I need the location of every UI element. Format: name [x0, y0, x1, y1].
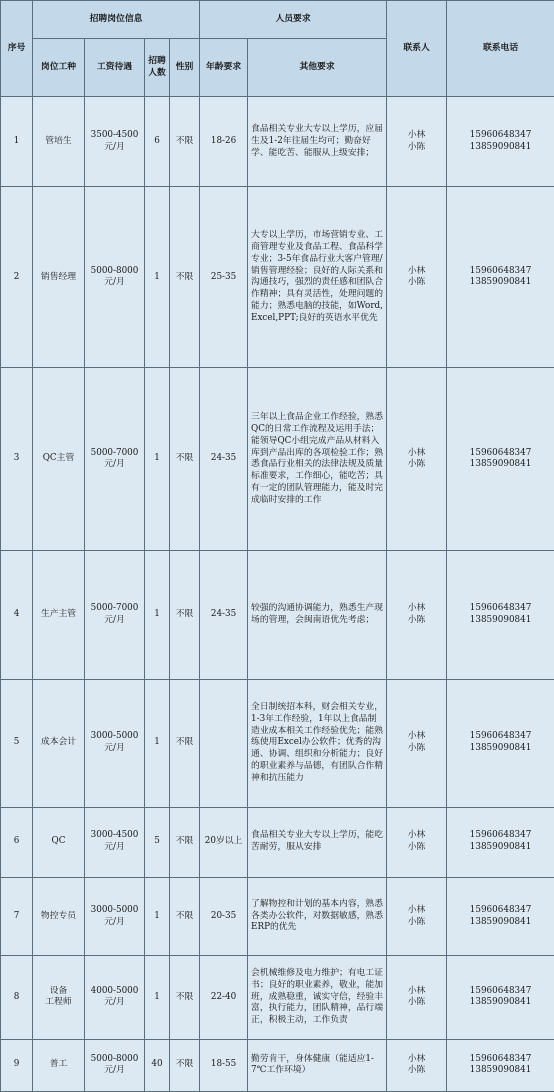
- headcount-cell: 1: [145, 551, 170, 680]
- salary-cell: [85, 187, 145, 368]
- gender-cell: 不限: [170, 1039, 200, 1091]
- contact-name: 小陈: [407, 997, 426, 1008]
- phone-number: 15960648347: [469, 731, 532, 742]
- phone-cell: [447, 187, 554, 368]
- contact-name: 小陈: [407, 141, 426, 152]
- table-row: [1, 807, 554, 877]
- contact-cell: [387, 807, 447, 877]
- age-cell: 24-35: [200, 368, 248, 551]
- position-line: QC主管: [42, 453, 75, 464]
- requirements-cell: 会机械维修及电力维护；有电工证书；良好的职业素养，敬业，能加班，成熟稳重，诚实守信，经验丰富，执行能力，团队精神，品行端正，积极主动，工作负责: [248, 956, 387, 1039]
- contact-name: 小林: [407, 731, 426, 742]
- header-group-position: 招聘岗位信息: [33, 1, 200, 39]
- phone-number: 13859090841: [469, 615, 532, 626]
- gender-cell: 不限: [170, 956, 200, 1039]
- position-line: 工程师: [45, 997, 72, 1008]
- headcount-cell: 6: [145, 97, 170, 187]
- table-row: [1, 97, 554, 187]
- position-cell: [33, 877, 85, 955]
- phone-number: 15960648347: [469, 129, 532, 140]
- salary-cell: [85, 877, 145, 955]
- salary-line: 5000-8000: [90, 265, 139, 276]
- salary-line: 元/月: [104, 459, 125, 470]
- gender-cell: 不限: [170, 368, 200, 551]
- salary-line: 元/月: [104, 141, 125, 152]
- seq-cell: 4: [1, 551, 33, 680]
- contact-cell: [387, 877, 447, 955]
- phone-number: 15960648347: [469, 830, 532, 841]
- salary-cell: [85, 97, 145, 187]
- phone-cell: [447, 956, 554, 1039]
- contact-name: 小陈: [407, 615, 426, 626]
- headcount-cell: 5: [145, 807, 170, 877]
- phone-cell: [447, 807, 554, 877]
- salary-line: 4000-5000: [90, 985, 139, 996]
- contact-name: 小陈: [407, 1065, 426, 1076]
- position-cell: [33, 1039, 85, 1091]
- salary-cell: [85, 956, 145, 1039]
- header-gender: 性别: [170, 39, 200, 97]
- salary-line: 3000-5000: [90, 731, 139, 742]
- contact-name: 小林: [407, 603, 426, 614]
- phone-number: 13859090841: [469, 743, 532, 754]
- requirements-cell: 食品相关专业大专以上学历，应届生及1-2年往届生均可；勤奋好学、能吃苦、能服从上级安排；: [248, 97, 387, 187]
- requirements-cell: 了解物控和计划的基本内容，熟悉各类办公软件，对数据敏感，熟悉ERP的优先: [248, 877, 387, 955]
- contact-cell: [387, 551, 447, 680]
- header-salary: 工资待遇: [85, 39, 145, 97]
- salary-line: 5000-7000: [90, 603, 139, 614]
- salary-line: 元/月: [104, 1065, 125, 1076]
- phone-cell: [447, 877, 554, 955]
- headcount-cell: 40: [145, 1039, 170, 1091]
- salary-line: 元/月: [104, 842, 125, 853]
- position-line: QC: [51, 836, 66, 847]
- requirements-cell: 大专以上学历，市场营销专业、工商管理专业及食品工程、食品科学专业；3-5年食品行业大客户管理/销售管理经验；良好的人际关系和沟通技巧，强烈的责任感和团队合作精神；具有灵活性，处理问题的能力；熟悉电脑的技能，如Word,Excel,PPT;良好的英语水平优先: [248, 187, 387, 368]
- position-line: 设备: [49, 985, 68, 996]
- age-cell: 24-35: [200, 551, 248, 680]
- requirements-cell: 勤劳肯干，身体健康（能适应1-7℃工作环境）: [248, 1039, 387, 1091]
- header-contact: 联系人: [387, 1, 447, 97]
- headcount-cell: 1: [145, 368, 170, 551]
- phone-cell: [447, 551, 554, 680]
- position-line: 普工: [49, 1059, 68, 1070]
- requirements-cell: 食品相关专业大专以上学历，能吃苦耐劳，服从安排: [248, 807, 387, 877]
- phone-number: 15960648347: [469, 447, 532, 458]
- age-cell: 20岁以上: [200, 807, 248, 877]
- table-row: [1, 551, 554, 680]
- table-row: [1, 956, 554, 1039]
- header-headcount-line2: 人数: [148, 67, 166, 78]
- gender-cell: 不限: [170, 679, 200, 807]
- phone-number: 13859090841: [469, 916, 532, 927]
- phone-cell: [447, 97, 554, 187]
- gender-cell: 不限: [170, 807, 200, 877]
- age-cell: 22-40: [200, 956, 248, 1039]
- phone-number: 15960648347: [469, 985, 532, 996]
- phone-number: 15960648347: [469, 265, 532, 276]
- contact-name: 小陈: [407, 842, 426, 853]
- contact-cell: [387, 679, 447, 807]
- position-cell: [33, 551, 85, 680]
- contact-name: 小陈: [407, 916, 426, 927]
- phone-cell: [447, 368, 554, 551]
- salary-line: 元/月: [104, 743, 125, 754]
- contact-name: 小林: [407, 129, 426, 140]
- position-cell: [33, 956, 85, 1039]
- position-line: 销售经理: [40, 271, 77, 282]
- header-seq: 序号: [1, 1, 33, 97]
- contact-cell: [387, 368, 447, 551]
- gender-cell: 不限: [170, 97, 200, 187]
- contact-name: 小林: [407, 904, 426, 915]
- gender-cell: 不限: [170, 877, 200, 955]
- contact-cell: [387, 956, 447, 1039]
- contact-cell: [387, 1039, 447, 1091]
- age-cell: 20-35: [200, 877, 248, 955]
- headcount-cell: 1: [145, 956, 170, 1039]
- phone-number: 15960648347: [469, 904, 532, 915]
- contact-name: 小林: [407, 830, 426, 841]
- age-cell: 18-55: [200, 1039, 248, 1091]
- contact-name: 小林: [407, 1053, 426, 1064]
- salary-line: 5000-7000: [90, 447, 139, 458]
- header-headcount-line1: 招聘: [148, 55, 166, 66]
- salary-cell: [85, 807, 145, 877]
- seq-cell: 3: [1, 368, 33, 551]
- phone-number: 13859090841: [469, 141, 532, 152]
- requirements-cell: 三年以上食品企业工作经验，熟悉QC的日常工作流程及运用手法；能领导QC小组完成产品从材料入库到产品出库的各项检验工作；熟悉食品行业相关的法律法规及质量标准要求，工作细心，能吃苦；具有一定的团队管理能力，能及时完成临时安排的工作: [248, 368, 387, 551]
- salary-line: 3000-4500: [90, 830, 139, 841]
- phone-number: 15960648347: [469, 1053, 532, 1064]
- position-line: 管培生: [45, 135, 72, 146]
- position-cell: [33, 97, 85, 187]
- salary-cell: [85, 368, 145, 551]
- seq-cell: 7: [1, 877, 33, 955]
- table-row: [1, 187, 554, 368]
- contact-cell: [387, 97, 447, 187]
- header-headcount: [145, 39, 170, 97]
- contact-cell: [387, 187, 447, 368]
- contact-name: 小林: [407, 265, 426, 276]
- seq-cell: 8: [1, 956, 33, 1039]
- table-body: [1, 97, 554, 1092]
- header-position-type: 岗位工种: [33, 39, 85, 97]
- position-line: 成本会计: [40, 737, 77, 748]
- phone-number: 13859090841: [469, 277, 532, 288]
- salary-line: 3000-5000: [90, 904, 139, 915]
- salary-line: 元/月: [104, 997, 125, 1008]
- phone-number: 13859090841: [469, 842, 532, 853]
- seq-cell: 9: [1, 1039, 33, 1091]
- position-cell: [33, 187, 85, 368]
- table-row: [1, 679, 554, 807]
- contact-name: 小林: [407, 985, 426, 996]
- seq-cell: 6: [1, 807, 33, 877]
- age-cell: [200, 679, 248, 807]
- table-header: [1, 1, 554, 97]
- position-cell: [33, 807, 85, 877]
- table-row: [1, 1039, 554, 1091]
- phone-number: 13859090841: [469, 459, 532, 470]
- requirements-cell: 较强的沟通协调能力，熟悉生产现场的管理，会闽南语优先考虑；: [248, 551, 387, 680]
- header-group-requirements: 人员要求: [200, 1, 387, 39]
- age-cell: 18-26: [200, 97, 248, 187]
- table-row: [1, 368, 554, 551]
- requirements-cell: 全日制统招本科，财会相关专业，1-3年工作经验，1年以上食品制造业成本相关工作经验优先；能熟练使用Excel办公软件；优秀的沟通、协调、组织和分析能力；良好的职业素养与品德，有团队合作精神和抗压能力: [248, 679, 387, 807]
- position-cell: [33, 679, 85, 807]
- headcount-cell: 1: [145, 877, 170, 955]
- phone-cell: [447, 1039, 554, 1091]
- contact-name: 小陈: [407, 277, 426, 288]
- phone-cell: [447, 679, 554, 807]
- salary-line: 元/月: [104, 277, 125, 288]
- seq-cell: 5: [1, 679, 33, 807]
- salary-cell: [85, 679, 145, 807]
- gender-cell: 不限: [170, 187, 200, 368]
- phone-number: 13859090841: [469, 1065, 532, 1076]
- salary-cell: [85, 1039, 145, 1091]
- phone-number: 13859090841: [469, 997, 532, 1008]
- salary-cell: [85, 551, 145, 680]
- header-phone: 联系电话: [447, 1, 554, 97]
- contact-name: 小陈: [407, 743, 426, 754]
- salary-line: 5000-8000: [90, 1053, 139, 1064]
- gender-cell: 不限: [170, 551, 200, 680]
- position-cell: [33, 368, 85, 551]
- position-line: 物控专员: [40, 910, 77, 921]
- table-row: [1, 877, 554, 955]
- position-line: 生产主管: [40, 609, 77, 620]
- salary-line: 元/月: [104, 615, 125, 626]
- contact-name: 小陈: [407, 459, 426, 470]
- headcount-cell: 1: [145, 679, 170, 807]
- header-other: 其他要求: [248, 39, 387, 97]
- seq-cell: 2: [1, 187, 33, 368]
- phone-number: 15960648347: [469, 603, 532, 614]
- salary-line: 3500-4500: [90, 129, 139, 140]
- headcount-cell: 1: [145, 187, 170, 368]
- contact-name: 小林: [407, 447, 426, 458]
- header-age: 年龄要求: [200, 39, 248, 97]
- seq-cell: 1: [1, 97, 33, 187]
- age-cell: 25-35: [200, 187, 248, 368]
- salary-line: 元/月: [104, 916, 125, 927]
